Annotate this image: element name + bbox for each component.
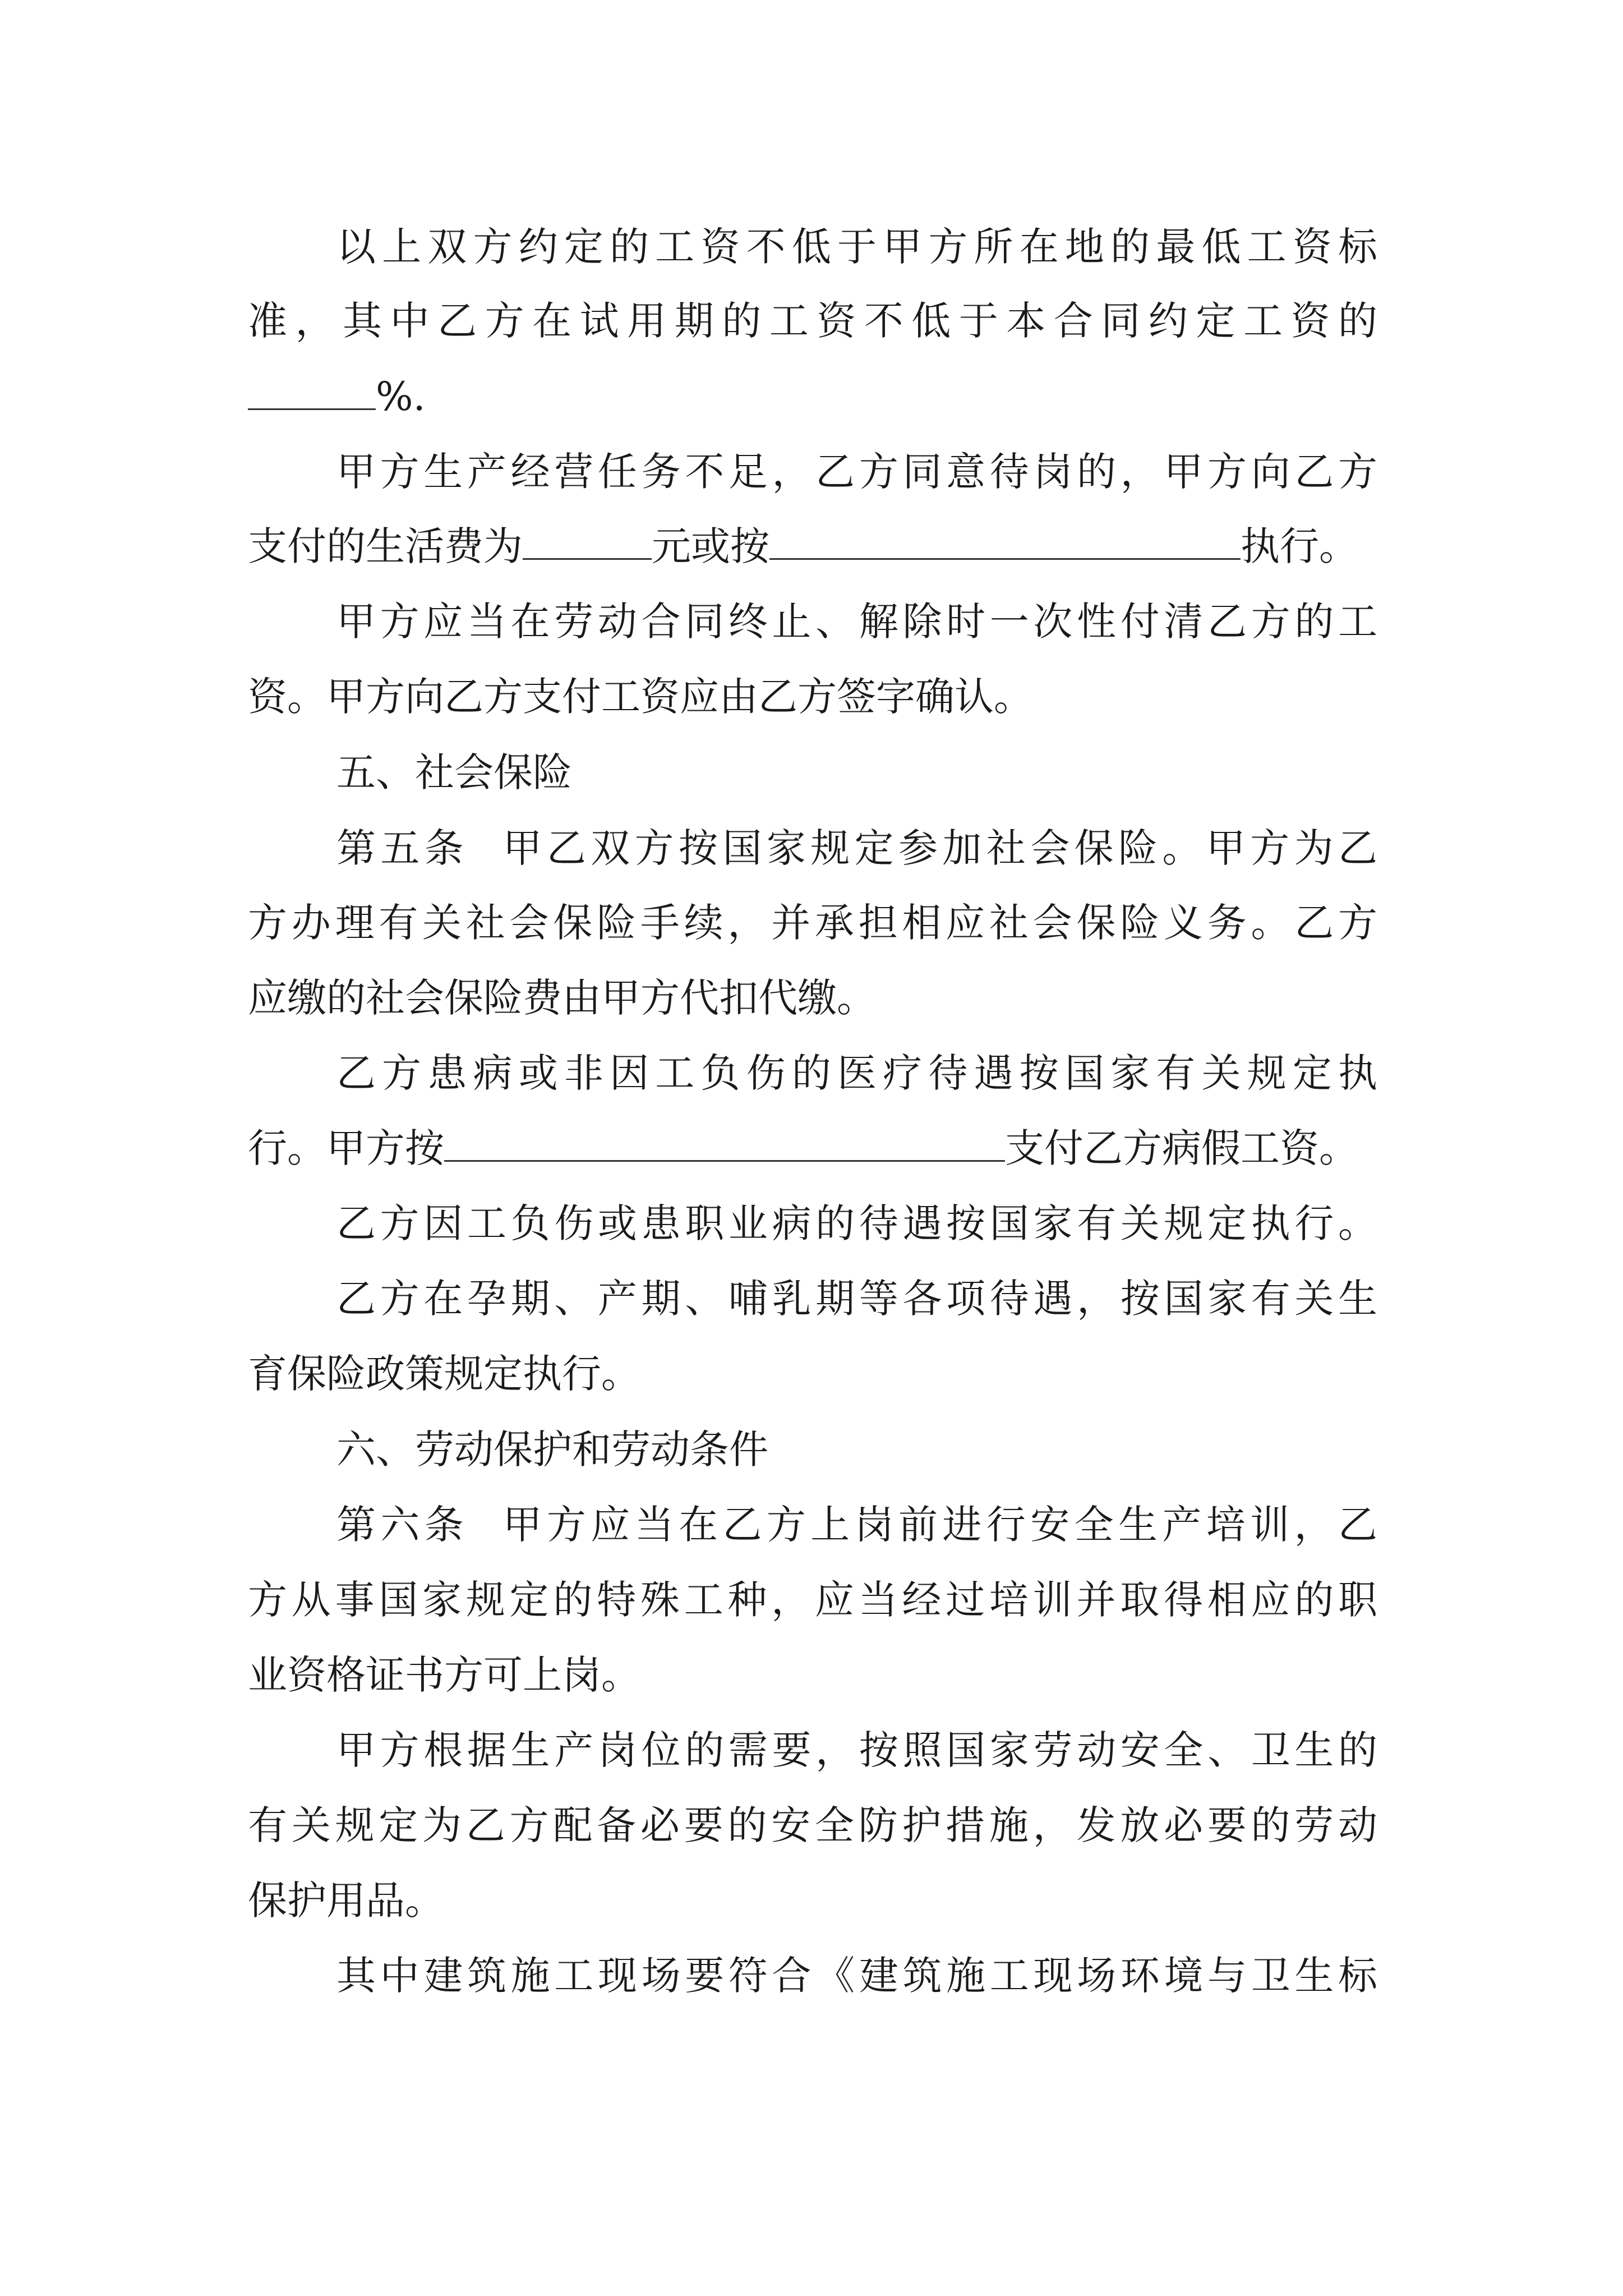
paragraph-line bbox=[248, 516, 1398, 577]
paragraph-line: 资。甲方向乙方支付工资应由乙方签字确认。 bbox=[248, 674, 1033, 720]
paragraph-line: 有关规定为乙方配备必要的安全防护措施，发放必要的劳动 bbox=[248, 1802, 1377, 1848]
paragraph-line: 育保险政策规定执行。 bbox=[248, 1351, 640, 1397]
fill-in-blank bbox=[523, 519, 652, 560]
paragraph-line: 以上双方约定的工资不低于甲方所在地的最低工资标 bbox=[336, 224, 1377, 270]
paragraph-line: 甲方根据生产岗位的需要，按照国家劳动安全、卫生的 bbox=[336, 1727, 1377, 1773]
paragraph-line: 其中建筑施工现场要符合《建筑施工现场环境与卫生标 bbox=[336, 1953, 1377, 1999]
paragraph-line: 方办理有关社会保险手续，并承担相应社会保险义务。乙方 bbox=[248, 900, 1377, 946]
section-heading: 五、社会保险 bbox=[336, 749, 572, 795]
paragraph-line: 准，其中乙方在试用期的工资不低于本合同约定工资的 bbox=[248, 298, 1377, 344]
text-segment: 行。甲方按 bbox=[248, 1125, 444, 1171]
paragraph-line bbox=[248, 366, 426, 427]
paragraph-line: 甲方应当在劳动合同终止、解除时一次性付清乙方的工 bbox=[336, 599, 1377, 645]
paragraph-line: 乙方患病或非因工负伤的医疗待遇按国家有关规定执 bbox=[336, 1050, 1377, 1096]
paragraph-line: 乙方因工负伤或患职业病的待遇按国家有关规定执行。 bbox=[336, 1200, 1377, 1246]
paragraph-line: 第六条 甲方应当在乙方上岗前进行安全生产培训，乙 bbox=[336, 1502, 1377, 1548]
paragraph-line: 应缴的社会保险费由甲方代扣代缴。 bbox=[248, 975, 876, 1021]
fill-in-blank bbox=[769, 519, 1241, 560]
fill-in-blank bbox=[444, 1121, 1005, 1162]
paragraph-line: 乙方在孕期、产期、哺乳期等各项待遇，按国家有关生 bbox=[336, 1276, 1377, 1322]
text-segment: 执行。 bbox=[1241, 523, 1358, 569]
paragraph-line bbox=[248, 1117, 1358, 1179]
text-segment: 支付的生活费为 bbox=[248, 523, 523, 569]
text-segment: 元或按 bbox=[652, 523, 769, 569]
paragraph-line: 第五条 甲乙双方按国家规定参加社会保险。甲方为乙 bbox=[336, 825, 1377, 871]
fill-in-blank bbox=[248, 369, 376, 410]
paragraph-line: 方从事国家规定的特殊工种，应当经过培训并取得相应的职 bbox=[248, 1577, 1377, 1623]
percent-sign: %. bbox=[376, 374, 426, 420]
text-segment: 支付乙方病假工资。 bbox=[1005, 1125, 1358, 1171]
paragraph-line: 甲方生产经营任务不足，乙方同意待岗的，甲方向乙方 bbox=[336, 449, 1377, 495]
paragraph-line: 业资格证书方可上岗。 bbox=[248, 1652, 640, 1698]
paragraph-line: 保护用品。 bbox=[248, 1878, 444, 1924]
section-heading: 六、劳动保护和劳动条件 bbox=[336, 1427, 768, 1473]
